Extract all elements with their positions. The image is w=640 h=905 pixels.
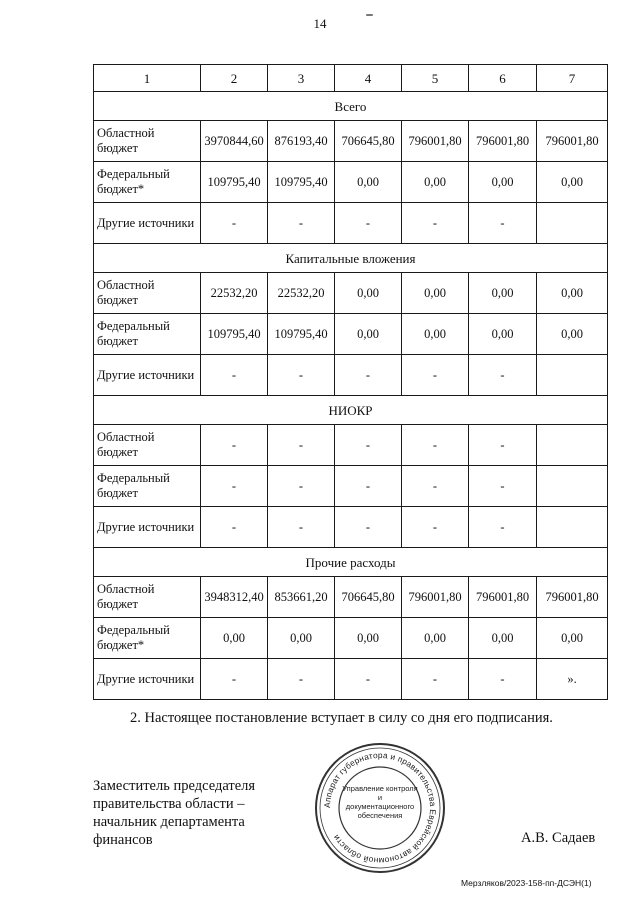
value-cell: 0,00 — [537, 273, 608, 314]
header-cell: 1 — [94, 65, 201, 92]
value-cell: 109795,40 — [268, 162, 335, 203]
table-row — [94, 507, 608, 548]
table-row — [94, 659, 608, 700]
value-cell: 0,00 — [469, 618, 537, 659]
signer-title-line: правительства области – — [93, 796, 245, 812]
signer-title-line: Заместитель председателя — [93, 778, 256, 794]
value-cell: - — [335, 507, 402, 548]
seal-center-text — [342, 784, 418, 820]
value-cell: - — [335, 355, 402, 396]
row-label: Областной бюджет — [94, 577, 201, 618]
value-cell: - — [201, 507, 268, 548]
value-cell: 796001,80 — [537, 577, 608, 618]
seal-center-line: документационного — [345, 802, 415, 811]
section-header-row — [94, 548, 608, 577]
value-cell: 0,00 — [469, 314, 537, 355]
value-cell: 0,00 — [201, 618, 268, 659]
value-cell: 706645,80 — [335, 121, 402, 162]
value-cell: 706645,80 — [335, 577, 402, 618]
value-cell: 3948312,40 — [201, 577, 268, 618]
row-label: Областной бюджет — [94, 425, 201, 466]
value-cell: 0,00 — [469, 162, 537, 203]
value-cell — [537, 466, 608, 507]
value-cell: 853661,20 — [268, 577, 335, 618]
seal-center-line: Управление контроля и — [342, 784, 418, 802]
header-cell: 2 — [201, 65, 268, 92]
signer-title-line: начальник департамента — [93, 814, 245, 830]
header-cell: 7 — [537, 65, 608, 92]
value-cell: - — [268, 425, 335, 466]
value-cell: 796001,80 — [537, 121, 608, 162]
value-cell: - — [268, 355, 335, 396]
value-cell: - — [402, 507, 469, 548]
value-cell: - — [201, 355, 268, 396]
value-cell: - — [335, 425, 402, 466]
value-cell: 796001,80 — [469, 121, 537, 162]
scan-speck — [366, 14, 373, 16]
row-label: Федеральный бюджет* — [94, 618, 201, 659]
value-cell: - — [402, 425, 469, 466]
value-cell: 0,00 — [335, 618, 402, 659]
value-cell: - — [201, 466, 268, 507]
value-cell: - — [469, 355, 537, 396]
table-row — [94, 577, 608, 618]
section-title: Прочие расходы — [94, 548, 608, 577]
value-cell: - — [201, 203, 268, 244]
row-label: Федеральный бюджет* — [94, 162, 201, 203]
budget-table-body — [94, 65, 608, 700]
value-cell: 796001,80 — [402, 121, 469, 162]
value-cell: - — [268, 507, 335, 548]
table-row — [94, 162, 608, 203]
signer-name: А.В. Садаев — [521, 830, 596, 846]
value-cell: 0,00 — [402, 314, 469, 355]
value-cell: 22532,20 — [201, 273, 268, 314]
value-cell: 0,00 — [402, 273, 469, 314]
header-cell: 5 — [402, 65, 469, 92]
section-title: Всего — [94, 92, 608, 121]
value-cell: 109795,40 — [268, 314, 335, 355]
section-header-row — [94, 244, 608, 273]
value-cell: 0,00 — [335, 273, 402, 314]
value-cell — [537, 507, 608, 548]
value-cell: ». — [537, 659, 608, 700]
value-cell: 0,00 — [335, 314, 402, 355]
value-cell: 0,00 — [402, 162, 469, 203]
section-header-row — [94, 92, 608, 121]
value-cell: - — [402, 355, 469, 396]
table-row — [94, 203, 608, 244]
value-cell: - — [268, 203, 335, 244]
document-code: Мерзляков/2023-158-пп-ДСЭН(1) — [461, 878, 592, 888]
section-header-row — [94, 396, 608, 425]
value-cell: 0,00 — [537, 162, 608, 203]
value-cell: - — [469, 659, 537, 700]
value-cell: - — [201, 659, 268, 700]
table-row — [94, 355, 608, 396]
seal-center-line: обеспечения — [357, 811, 403, 820]
value-cell: - — [469, 507, 537, 548]
value-cell: 0,00 — [469, 273, 537, 314]
value-cell: - — [402, 659, 469, 700]
value-cell: 0,00 — [335, 162, 402, 203]
value-cell — [537, 425, 608, 466]
row-label: Другие источники — [94, 355, 201, 396]
value-cell: 0,00 — [402, 618, 469, 659]
section-title: НИОКР — [94, 396, 608, 425]
header-cell: 3 — [268, 65, 335, 92]
budget-table — [93, 64, 608, 700]
table-header-row — [94, 65, 608, 92]
value-cell: - — [268, 466, 335, 507]
value-cell: 109795,40 — [201, 162, 268, 203]
value-cell: - — [469, 466, 537, 507]
value-cell: - — [402, 203, 469, 244]
value-cell: 876193,40 — [268, 121, 335, 162]
value-cell: 0,00 — [537, 314, 608, 355]
table-row — [94, 273, 608, 314]
value-cell: 3970844,60 — [201, 121, 268, 162]
value-cell: - — [335, 659, 402, 700]
value-cell: 109795,40 — [201, 314, 268, 355]
signer-block — [93, 777, 255, 849]
value-cell: - — [469, 425, 537, 466]
row-label: Федеральный бюджет — [94, 314, 201, 355]
row-label: Другие источники — [94, 659, 201, 700]
seal-ring-text: Аппарат губернатора и правительства Еврейской автономной области — [321, 749, 439, 867]
value-cell: - — [335, 203, 402, 244]
row-label: Другие источники — [94, 203, 201, 244]
table-row — [94, 121, 608, 162]
value-cell: - — [268, 659, 335, 700]
official-seal — [314, 742, 446, 874]
value-cell: - — [201, 425, 268, 466]
section-title: Капитальные вложения — [94, 244, 608, 273]
value-cell: 796001,80 — [402, 577, 469, 618]
value-cell: 796001,80 — [469, 577, 537, 618]
value-cell: - — [335, 466, 402, 507]
row-label: Федеральный бюджет — [94, 466, 201, 507]
value-cell — [537, 355, 608, 396]
page-number: 14 — [313, 16, 327, 31]
value-cell: 0,00 — [537, 618, 608, 659]
table-row — [94, 466, 608, 507]
table-row — [94, 425, 608, 466]
row-label: Областной бюджет — [94, 121, 201, 162]
value-cell: - — [402, 466, 469, 507]
table-row — [94, 618, 608, 659]
header-cell: 4 — [335, 65, 402, 92]
value-cell: 22532,20 — [268, 273, 335, 314]
value-cell: - — [469, 203, 537, 244]
header-cell: 6 — [469, 65, 537, 92]
value-cell — [537, 203, 608, 244]
row-label: Другие источники — [94, 507, 201, 548]
row-label: Областной бюджет — [94, 273, 201, 314]
effective-date-clause: 2. Настоящее постановление вступает в силу со дня его подписания. — [130, 710, 553, 726]
table-row — [94, 314, 608, 355]
value-cell: 0,00 — [268, 618, 335, 659]
signer-title-line: финансов — [93, 832, 153, 848]
